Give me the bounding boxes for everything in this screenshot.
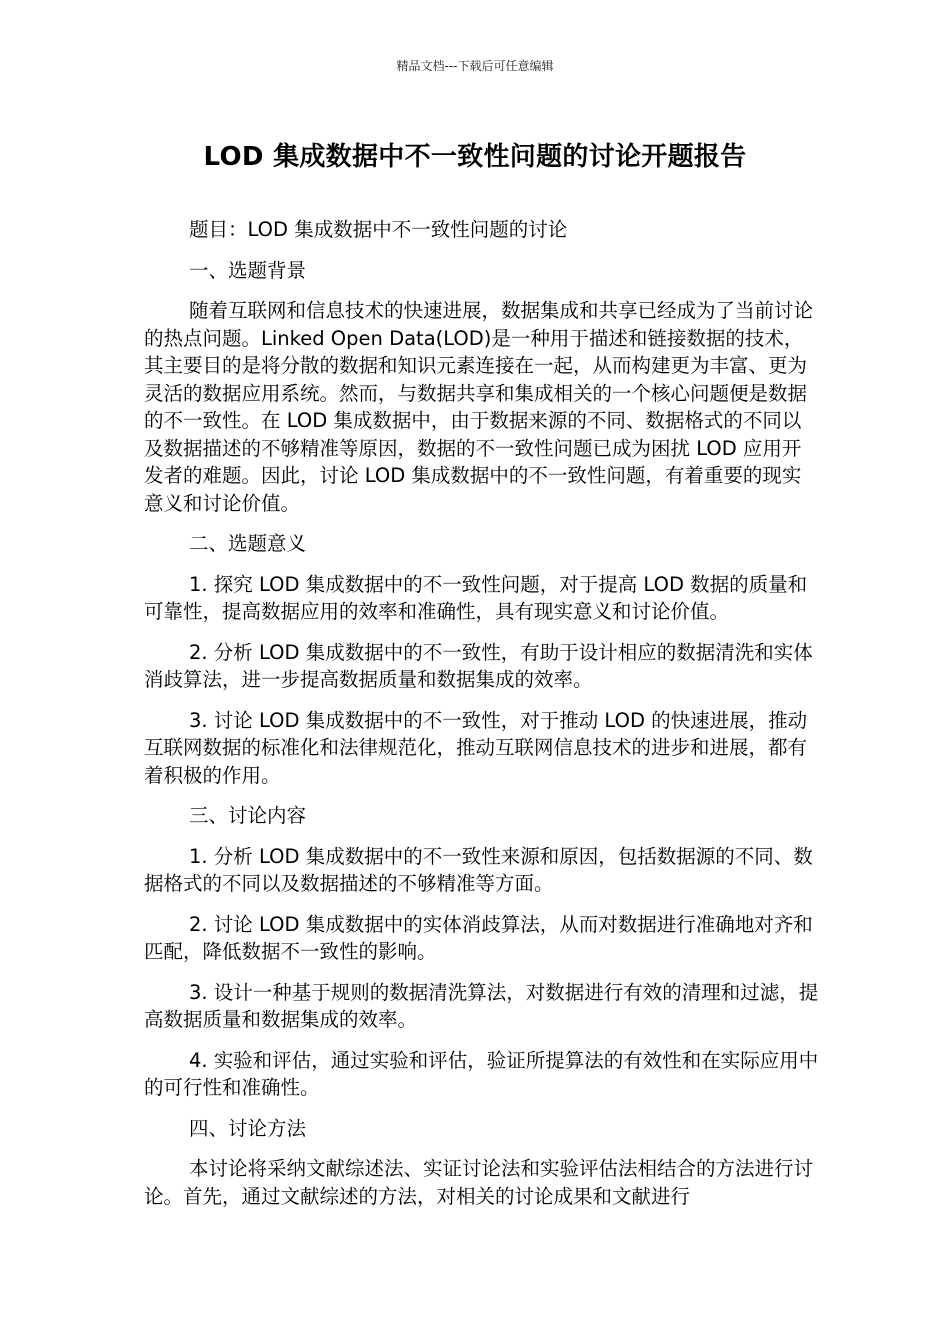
section-heading-background: 一、选题背景 — [189, 258, 307, 282]
section-heading-content: 三、讨论内容 — [189, 804, 307, 827]
paragraph-content-2: 2. 讨论 LOD 集成数据中的实体消歧算法，从而对数据进行准确地对齐和匹配，降低数据不一致性的影响。 — [144, 912, 813, 963]
paragraph-content-4: 4. 实验和评估，通过实验和评估，验证所提算法的有效性和在实际应用中的可行性和准确性。 — [144, 1048, 819, 1099]
paragraph-significance-3: 3. 讨论 LOD 集成数据中的不一致性，对于推动 LOD 的快速进展，推动互联网数据的标准化和法律规范化，推动互联网信息技术的进步和进展，都有着积极的作用。 — [144, 708, 808, 787]
paragraph-content-1: 1. 分析 LOD 集成数据中的不一致性来源和原因，包括数据源的不同、数据格式的不同以及数据描述的不够精准等方面。 — [144, 844, 813, 895]
subject-line: 题目：LOD 集成数据中不一致性问题的讨论 — [189, 218, 568, 241]
document-title: LOD 集成数据中不一致性问题的讨论开题报告 — [203, 142, 747, 172]
section-heading-significance: 二、选题意义 — [189, 532, 307, 555]
document-body — [144, 216, 820, 1223]
paragraph-significance-1: 1. 探究 LOD 集成数据中的不一致性问题，对于提高 LOD 数据的质量和可靠性，提高数据应用的效率和准确性，具有现实意义和讨论价值。 — [144, 572, 808, 623]
paragraph-significance-2: 2. 分析 LOD 集成数据中的不一致性，有助于设计相应的数据清洗和实体消歧算法，进一步提高数据质量和数据集成的效率。 — [144, 640, 813, 691]
paragraph-method: 本讨论将采纳文献综述法、实证讨论法和实验评估法相结合的方法进行讨论。首先，通过文献综述的方法，对相关的讨论成果和文献进行 — [144, 1157, 814, 1208]
paragraph-content-3: 3. 设计一种基于规则的数据清洗算法，对数据进行有效的清理和过滤，提高数据质量和数据集成的效率。 — [144, 980, 819, 1031]
header-note: 精品文档---下载后可任意编辑 — [396, 59, 554, 73]
section-heading-method: 四、讨论方法 — [189, 1116, 307, 1140]
paragraph-background: 随着互联网和信息技术的快速进展，数据集成和共享已经成为了当前讨论的热点问题。Linked Open Data(LOD)是一种用于描述和链接数据的技术，其主要目的是将分散的数据和知识元素连接在一起，从而构建更为丰富、更为灵活的数据应用系统。然而，与数据共享和集成相关的一个核心问题便是数据的不一致性。在 LOD 集成数据中，由于数据来源的不同、数据格式的不同以及数据描述的不够精准等原因，数据的不一致性问题已成为困扰 LOD 应用开发者的难题。因此，讨论 LOD 集成数据中的不一致性问题，有着重要的现实意义和讨论价值。 — [144, 299, 814, 515]
